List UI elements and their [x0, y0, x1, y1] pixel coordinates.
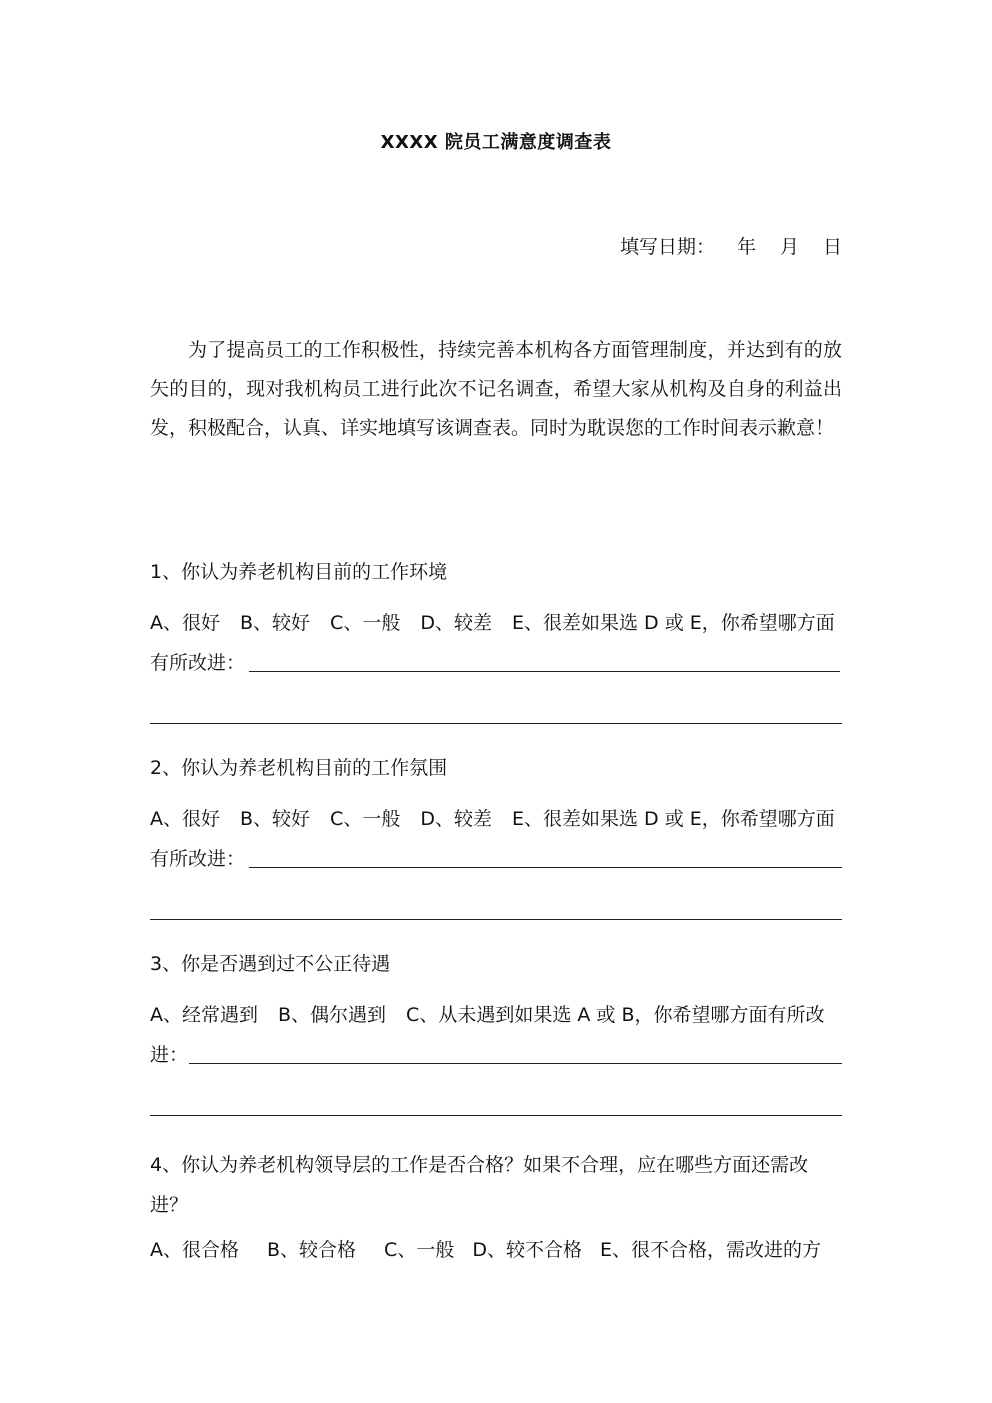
q3-fill-label: 进：: [150, 1044, 189, 1066]
q1-fill-label: 有所改进：: [150, 652, 246, 674]
q3-answer-line-2[interactable]: [150, 1115, 842, 1116]
q3-option-c[interactable]: C、从未遇到: [406, 1004, 515, 1026]
question-3-text: 3、你是否遇到过不公正待遇: [150, 953, 391, 975]
q2-option-b[interactable]: B、较好: [240, 808, 311, 830]
q4-option-a[interactable]: A、很合格: [150, 1239, 239, 1261]
q3-answer-line-1[interactable]: [189, 1063, 842, 1064]
q2-option-e[interactable]: E、很差: [511, 808, 581, 830]
date-label: 填写日期：: [619, 236, 715, 258]
page-title: XXXX 院员工满意度调查表: [380, 132, 612, 153]
q2-fill-label: 有所改进：: [150, 848, 246, 870]
question-3-options: [150, 995, 842, 1035]
q4-option-b[interactable]: B、较合格: [267, 1239, 357, 1261]
date-month: 月: [779, 236, 799, 258]
q1-option-d[interactable]: D、较差: [420, 612, 492, 634]
q1-answer-line-1[interactable]: [249, 671, 840, 672]
q1-option-c[interactable]: C、一般: [330, 612, 401, 634]
q1-option-e[interactable]: E、很差: [511, 612, 581, 634]
q3-followup: 如果选 A 或 B，你希望哪方面有所改: [514, 1004, 825, 1026]
q1-followup: 如果选 D 或 E，你希望哪方面: [580, 612, 835, 634]
q1-option-a[interactable]: A、很好: [150, 612, 220, 634]
q2-followup: 如果选 D 或 E，你希望哪方面: [580, 808, 835, 830]
q1-option-b[interactable]: B、较好: [240, 612, 311, 634]
question-2-options: [150, 799, 842, 839]
date-day: 日: [822, 236, 842, 258]
date-year: 年: [736, 236, 756, 258]
q3-option-b[interactable]: B、偶尔遇到: [278, 1004, 387, 1026]
q4-option-d[interactable]: D、较不合格: [472, 1239, 582, 1261]
q2-answer-line-2[interactable]: [150, 919, 842, 920]
q4-option-e[interactable]: E、很不合格: [599, 1239, 707, 1261]
date-line: [620, 232, 842, 259]
q4-followup: ，需改进的方: [706, 1239, 821, 1261]
q1-answer-line-2[interactable]: [150, 723, 842, 724]
q2-option-a[interactable]: A、很好: [150, 808, 220, 830]
q2-option-c[interactable]: C、一般: [330, 808, 401, 830]
q2-answer-line-1[interactable]: [249, 867, 842, 868]
q2-option-d[interactable]: D、较差: [420, 808, 492, 830]
q3-option-a[interactable]: A、经常遇到: [150, 1004, 258, 1026]
question-1-text: 1、你认为养老机构目前的工作环境: [150, 561, 448, 583]
question-4-text: 4、你认为养老机构领导层的工作是否合格？如果不合理，应在哪些方面还需改进？: [150, 1154, 809, 1216]
question-1-options: [150, 603, 842, 643]
question-2-text: 2、你认为养老机构目前的工作氛围: [150, 757, 448, 779]
q4-option-c[interactable]: C、一般: [384, 1239, 455, 1261]
intro-paragraph: 为了提高员工的工作积极性，持续完善本机构各方面管理制度，并达到有的放矢的目的，现对我机构员工进行此次不记名调查，希望大家从机构及自身的利益出发，积极配合，认真、详实地填写该调查表。同时为耽误您的工作时间表示歉意！: [150, 339, 842, 439]
question-4-options: [150, 1230, 842, 1270]
